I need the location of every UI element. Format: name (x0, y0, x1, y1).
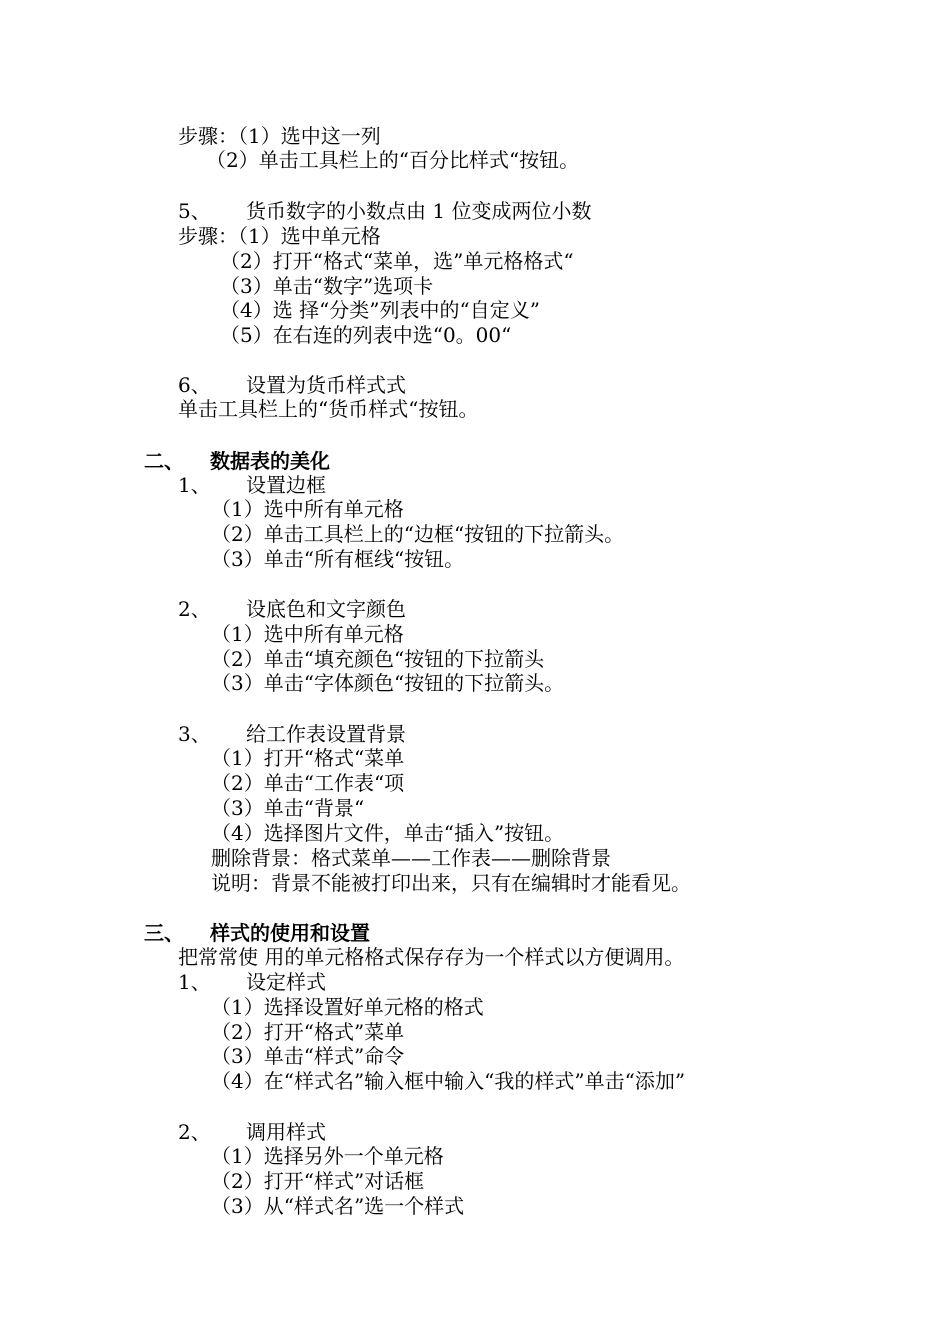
item-heading (178, 199, 591, 223)
item-number: 6、 (178, 373, 211, 397)
step-text: （3）单击“背景“ (211, 796, 365, 820)
step-text: （3）单击“所有框线“按钮。 (211, 547, 465, 571)
step-label: 步骤：（1）选中单元格 (178, 224, 381, 248)
step-label: 步骤：（1）选中这一列 (178, 124, 381, 148)
item-description: 单击工具栏上的“货币样式“按钮。 (178, 397, 479, 421)
step-text: （3）单击“样式”命令 (211, 1044, 405, 1068)
step-text: （1）选中所有单元格 (211, 497, 404, 521)
item-title: 设置为货币样式式 (246, 373, 406, 397)
step-text: （3）单击“数字”选项卡 (220, 274, 434, 298)
item-heading (178, 1120, 326, 1144)
step-text: （2）单击工具栏上的“百分比样式“按钮。 (206, 148, 580, 172)
section-title: 样式的使用和设置 (210, 921, 370, 945)
item-heading (178, 473, 326, 497)
item-number: 5、 (178, 199, 211, 223)
step-text: （2）打开“样式”对话框 (211, 1169, 425, 1193)
section-number: 三、 (144, 921, 184, 945)
section-heading (144, 921, 370, 945)
step-text: （4）选择图片文件，单击“插入”按钮。 (211, 821, 565, 845)
item-number: 1、 (178, 473, 211, 497)
step-text: （3）从“样式名”选一个样式 (211, 1194, 465, 1218)
item-title: 设定样式 (246, 970, 326, 994)
item-title: 调用样式 (246, 1120, 326, 1144)
item-title: 设置边框 (246, 473, 326, 497)
step-text: （2）打开“格式“菜单，选”单元格格式“ (220, 249, 574, 273)
step-text: （2）打开“格式”菜单 (211, 1020, 405, 1044)
section-number: 二、 (144, 449, 184, 473)
section-title: 数据表的美化 (210, 449, 330, 473)
note-text: 删除背景：格式菜单——工作表——删除背景 (211, 846, 611, 870)
step-text: （1）打开“格式“菜单 (211, 746, 405, 770)
step-text: （2）单击“工作表“项 (211, 771, 405, 795)
step-text: （1）选择另外一个单元格 (211, 1144, 444, 1168)
item-heading (178, 373, 406, 397)
section-intro: 把常常使 用的单元格格式保存存为一个样式以方便调用。 (178, 945, 685, 969)
item-heading (178, 722, 406, 746)
item-number: 2、 (178, 1120, 211, 1144)
step-text: （4）选 择“分类”列表中的“自定义” (220, 298, 540, 322)
step-text: （1）选择设置好单元格的格式 (211, 995, 484, 1019)
section-heading (144, 449, 330, 473)
step-text: （4）在“样式名”输入框中输入“我的样式”单击“添加” (211, 1069, 686, 1093)
step-text: （3）单击“字体颜色“按钮的下拉箭头。 (211, 671, 565, 695)
item-number: 2、 (178, 597, 211, 621)
step-text: （5）在右连的列表中选“0。00“ (220, 323, 512, 347)
item-number: 1、 (178, 970, 211, 994)
item-heading (178, 970, 326, 994)
item-heading (178, 597, 406, 621)
step-text: （2）单击工具栏上的“边框“按钮的下拉箭头。 (211, 522, 625, 546)
item-title: 给工作表设置背景 (246, 722, 406, 746)
item-title: 货币数字的小数点由 1 位变成两位小数 (246, 199, 592, 223)
item-number: 3、 (178, 722, 211, 746)
step-text: （2）单击“填充颜色“按钮的下拉箭头 (211, 647, 545, 671)
note-text: 说明：背景不能被打印出来，只有在编辑时才能看见。 (211, 871, 691, 895)
step-text: （1）选中所有单元格 (211, 622, 404, 646)
item-title: 设底色和文字颜色 (246, 597, 406, 621)
